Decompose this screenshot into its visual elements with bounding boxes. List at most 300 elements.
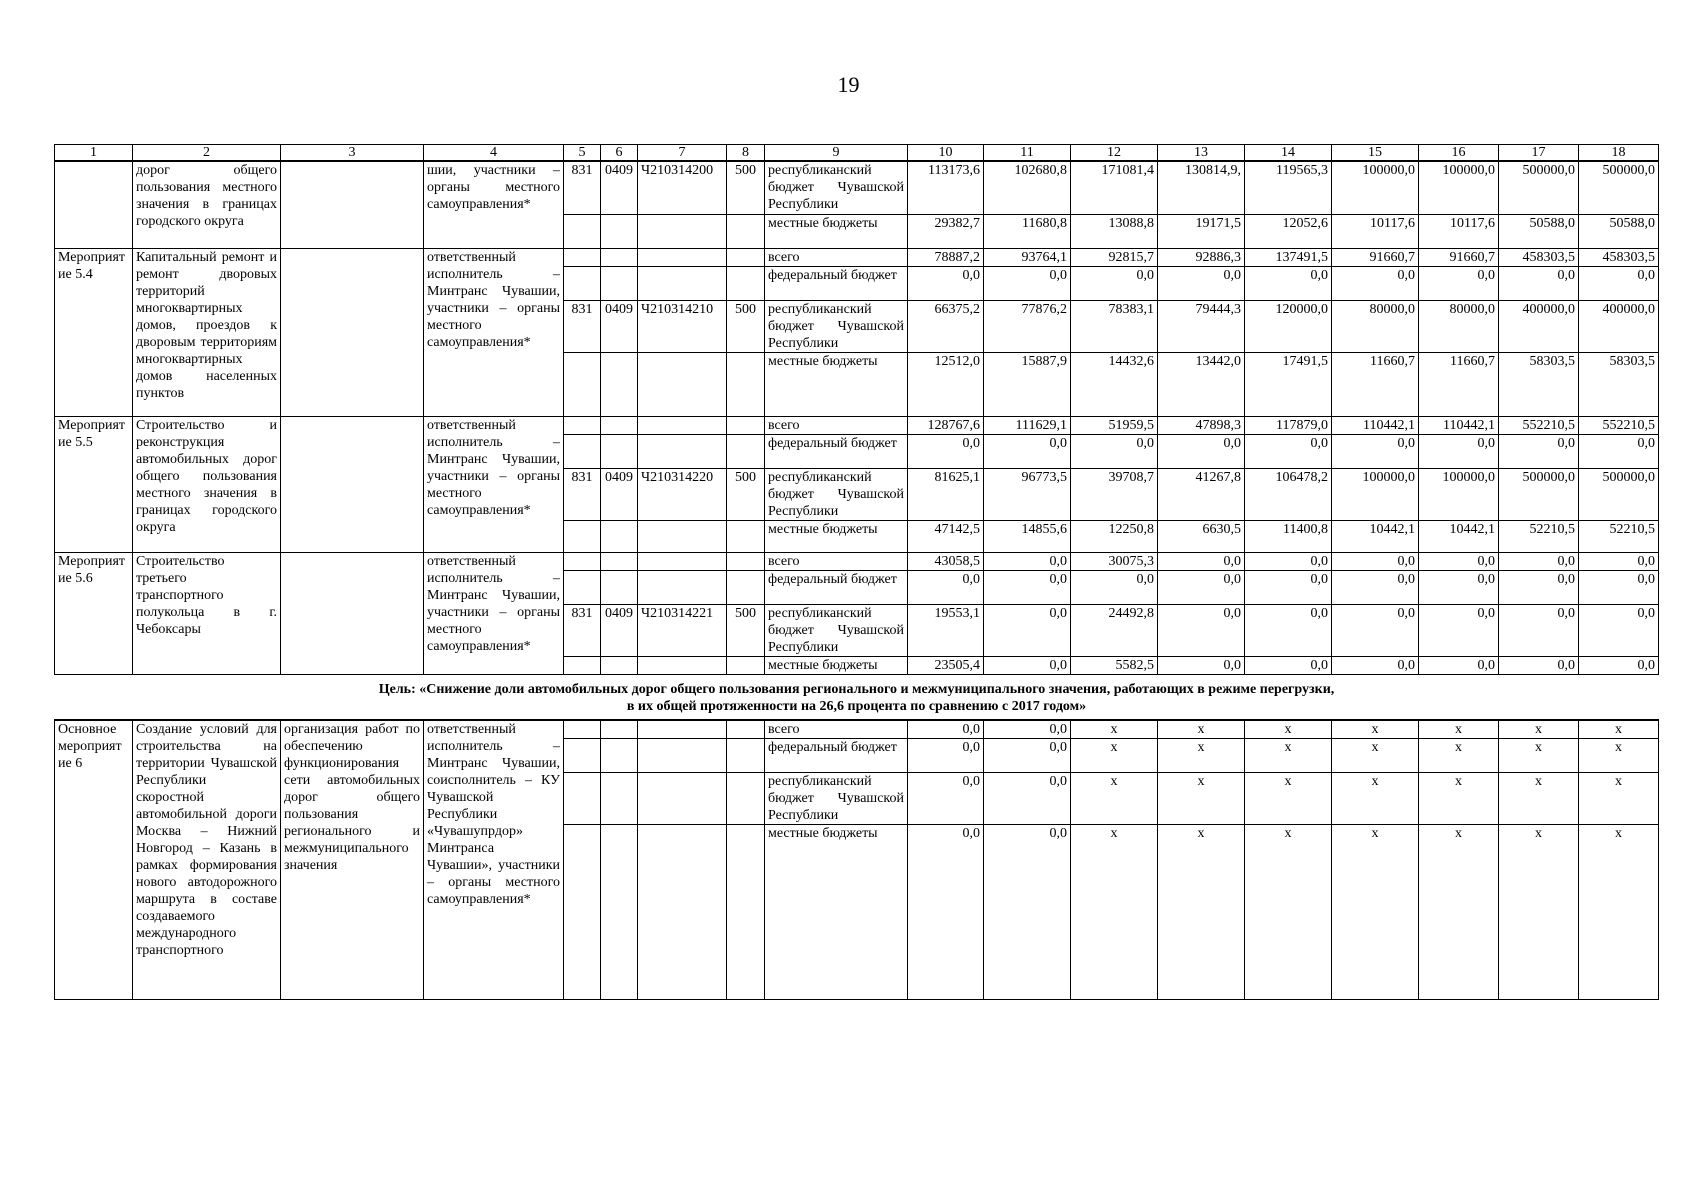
amount-cell: 0,0	[1419, 604, 1499, 656]
amount-cell: 11680,8	[984, 214, 1071, 248]
expense-type-empty	[727, 416, 765, 434]
amount-cell: 0,0	[1158, 570, 1245, 604]
amount-cell: 0,0	[984, 570, 1071, 604]
grbs-code-empty	[564, 656, 601, 674]
amount-cell: 100000,0	[1419, 468, 1499, 520]
column-number: 13	[1158, 145, 1245, 162]
expense-type-empty	[727, 352, 765, 416]
amount-cell: 14855,6	[984, 520, 1071, 552]
expense-type-empty	[727, 248, 765, 266]
amount-cell: 30075,3	[1071, 552, 1158, 570]
amount-cell: 0,0	[908, 738, 984, 772]
amount-cell: 0,0	[1579, 434, 1659, 468]
amount-cell: 106478,2	[1245, 468, 1332, 520]
amount-cell: 13088,8	[1071, 214, 1158, 248]
column-number: 2	[133, 145, 281, 162]
amount-cell: 81625,1	[908, 468, 984, 520]
amount-cell: 0,0	[1499, 434, 1579, 468]
amount-cell: 100000,0	[1332, 161, 1419, 214]
funding-source: федеральный бюджет	[765, 434, 908, 468]
grbs-code-empty	[564, 214, 601, 248]
amount-cell: 171081,4	[1071, 161, 1158, 214]
column-number: 15	[1332, 145, 1419, 162]
funding-source: всего	[765, 416, 908, 434]
expense-type-empty	[727, 552, 765, 570]
measure-description: дорог общего пользования местного значения в границах городского округа	[133, 161, 281, 248]
amount-cell: 11660,7	[1332, 352, 1419, 416]
amount-cell: х	[1158, 772, 1245, 824]
amount-cell: х	[1499, 720, 1579, 739]
amount-cell: 0,0	[1419, 552, 1499, 570]
funding-source: местные бюджеты	[765, 824, 908, 999]
table-row	[55, 552, 1659, 570]
responsible-executor: ответственный исполнитель – Минтранс Чувашии, соисполнитель – КУ Чувашской Республики «Чувашупрдор» Минтранса Чувашии», участники – органы местного самоуправления*	[424, 720, 564, 1000]
amount-cell: 50588,0	[1499, 214, 1579, 248]
goal-line-1: Цель: «Снижение доли автомобильных дорог общего пользования регионального и межмуниципального значения, работающих в режиме перегрузки,	[378, 681, 1335, 697]
amount-cell: 10442,1	[1419, 520, 1499, 552]
funding-source: местные бюджеты	[765, 520, 908, 552]
amount-cell: 0,0	[984, 720, 1071, 739]
target-article: Ч210314221	[638, 604, 727, 656]
amount-cell: 15887,9	[984, 352, 1071, 416]
measure-name	[55, 161, 133, 248]
amount-cell: 0,0	[1332, 570, 1419, 604]
funding-source: всего	[765, 720, 908, 739]
column-number: 18	[1579, 145, 1659, 162]
funding-source: республиканский бюджет Чувашской Республики	[765, 772, 908, 824]
amount-cell: 0,0	[1579, 266, 1659, 300]
amount-cell: 0,0	[984, 656, 1071, 674]
responsible-executor: шии, участники – органы местного самоуправления*	[424, 161, 564, 248]
amount-cell: 0,0	[1499, 656, 1579, 674]
column-number: 5	[564, 145, 601, 162]
amount-cell: 119565,3	[1245, 161, 1332, 214]
amount-cell: 91660,7	[1332, 248, 1419, 266]
section-code: 0409	[601, 300, 638, 352]
amount-cell: х	[1499, 824, 1579, 999]
expense-type-empty	[727, 656, 765, 674]
amount-cell: 500000,0	[1499, 468, 1579, 520]
grbs-code-empty	[564, 720, 601, 739]
amount-cell: 14432,6	[1071, 352, 1158, 416]
amount-cell: 0,0	[1158, 604, 1245, 656]
section-code: 0409	[601, 161, 638, 214]
amount-cell: 51959,5	[1071, 416, 1158, 434]
column-number: 12	[1071, 145, 1158, 162]
target-article-empty	[638, 352, 727, 416]
amount-cell: 0,0	[1499, 552, 1579, 570]
measure-name: Основное мероприятие 6	[55, 720, 133, 1000]
amount-cell: 117879,0	[1245, 416, 1332, 434]
section-code-empty	[601, 772, 638, 824]
amount-cell: 0,0	[1419, 656, 1499, 674]
amount-cell: 0,0	[1245, 604, 1332, 656]
amount-cell: 0,0	[984, 552, 1071, 570]
amount-cell: 0,0	[908, 824, 984, 999]
expense-type-empty	[727, 434, 765, 468]
funding-source: всего	[765, 552, 908, 570]
amount-cell: 17491,5	[1245, 352, 1332, 416]
responsible-executor: ответственный исполнитель – Минтранс Чувашии, участники – органы местного самоуправления*	[424, 248, 564, 416]
grbs-code-empty	[564, 520, 601, 552]
target-article-empty	[638, 772, 727, 824]
amount-cell: 5582,5	[1071, 656, 1158, 674]
target-article-empty	[638, 552, 727, 570]
amount-cell: 52210,5	[1499, 520, 1579, 552]
amount-cell: 0,0	[1071, 266, 1158, 300]
amount-cell: 0,0	[1158, 266, 1245, 300]
amount-cell: 552210,5	[1579, 416, 1659, 434]
expense-type: 500	[727, 604, 765, 656]
grbs-code: 831	[564, 161, 601, 214]
funding-source: местные бюджеты	[765, 656, 908, 674]
amount-cell: 23505,4	[908, 656, 984, 674]
amount-cell: 92886,3	[1158, 248, 1245, 266]
section-code-empty	[601, 214, 638, 248]
column-number: 16	[1419, 145, 1499, 162]
amount-cell: 0,0	[908, 266, 984, 300]
grbs-code-empty	[564, 570, 601, 604]
grbs-code-empty	[564, 248, 601, 266]
amount-cell: 0,0	[1332, 266, 1419, 300]
section-code: 0409	[601, 604, 638, 656]
amount-cell: 0,0	[984, 434, 1071, 468]
amount-cell: х	[1499, 738, 1579, 772]
goal-text	[55, 674, 1659, 720]
amount-cell: 0,0	[1332, 552, 1419, 570]
section-code-empty	[601, 552, 638, 570]
amount-cell: 10117,6	[1332, 214, 1419, 248]
table-row	[55, 720, 1659, 739]
amount-cell: х	[1158, 738, 1245, 772]
column-number: 1	[55, 145, 133, 162]
funding-source: местные бюджеты	[765, 214, 908, 248]
column-number: 10	[908, 145, 984, 162]
column-number: 7	[638, 145, 727, 162]
column-number: 8	[727, 145, 765, 162]
amount-cell: 50588,0	[1579, 214, 1659, 248]
amount-cell: 400000,0	[1579, 300, 1659, 352]
target-article: Ч210314220	[638, 468, 727, 520]
amount-cell: 0,0	[984, 738, 1071, 772]
amount-cell: х	[1245, 720, 1332, 739]
expense-type-empty	[727, 824, 765, 999]
amount-cell: 120000,0	[1245, 300, 1332, 352]
amount-cell: 0,0	[1499, 266, 1579, 300]
amount-cell: 0,0	[1499, 570, 1579, 604]
target-article-empty	[638, 520, 727, 552]
measure-description: Создание условий для строительства на территории Чувашской Республики скоростной автомобильной дороги Москва – Нижний Новгород – Казань в рамках формирования нового автодорожного маршрута в составе создаваемого международного транспортного	[133, 720, 281, 1000]
expense-type-empty	[727, 266, 765, 300]
grbs-code: 831	[564, 604, 601, 656]
amount-cell: 92815,7	[1071, 248, 1158, 266]
amount-cell: 47142,5	[908, 520, 984, 552]
expense-type: 500	[727, 300, 765, 352]
measure-name: Мероприятие 5.4	[55, 248, 133, 416]
amount-cell: х	[1332, 824, 1419, 999]
section-code-empty	[601, 248, 638, 266]
amount-cell: 0,0	[1579, 552, 1659, 570]
amount-cell: 0,0	[908, 720, 984, 739]
amount-cell: х	[1499, 772, 1579, 824]
responsible-executor: ответственный исполнитель – Минтранс Чувашии, участники – органы местного самоуправления*	[424, 552, 564, 674]
amount-cell: 10442,1	[1332, 520, 1419, 552]
responsible-executor: ответственный исполнитель – Минтранс Чувашии, участники – органы местного самоуправления*	[424, 416, 564, 552]
amount-cell: 113173,6	[908, 161, 984, 214]
funding-source: федеральный бюджет	[765, 266, 908, 300]
amount-cell: 0,0	[1158, 552, 1245, 570]
amount-cell: 0,0	[908, 570, 984, 604]
expense-type-empty	[727, 214, 765, 248]
amount-cell: х	[1579, 738, 1659, 772]
amount-cell: 0,0	[908, 434, 984, 468]
amount-cell: 0,0	[1332, 434, 1419, 468]
expense-type-empty	[727, 520, 765, 552]
amount-cell: х	[1245, 824, 1332, 999]
amount-cell: х	[1419, 824, 1499, 999]
amount-cell: 77876,2	[984, 300, 1071, 352]
amount-cell: 0,0	[1071, 570, 1158, 604]
amount-cell: х	[1071, 738, 1158, 772]
target-article-empty	[638, 434, 727, 468]
grbs-code-empty	[564, 824, 601, 999]
amount-cell: 78383,1	[1071, 300, 1158, 352]
measure-name: Мероприятие 5.6	[55, 552, 133, 674]
amount-cell: 110442,1	[1332, 416, 1419, 434]
amount-cell: х	[1419, 772, 1499, 824]
amount-cell: 0,0	[1245, 552, 1332, 570]
amount-cell: 400000,0	[1499, 300, 1579, 352]
target-article-empty	[638, 266, 727, 300]
amount-cell: 80000,0	[1332, 300, 1419, 352]
column-number: 11	[984, 145, 1071, 162]
section-code-empty	[601, 570, 638, 604]
section-code-empty	[601, 266, 638, 300]
amount-cell: 52210,5	[1579, 520, 1659, 552]
grbs-code-empty	[564, 434, 601, 468]
amount-cell: 78887,2	[908, 248, 984, 266]
amount-cell: х	[1419, 720, 1499, 739]
column-number: 14	[1245, 145, 1332, 162]
section-code-empty	[601, 738, 638, 772]
amount-cell: х	[1579, 720, 1659, 739]
amount-cell: 0,0	[1579, 570, 1659, 604]
section-code-empty	[601, 656, 638, 674]
amount-cell: 110442,1	[1419, 416, 1499, 434]
amount-cell: х	[1158, 824, 1245, 999]
amount-cell: 458303,5	[1579, 248, 1659, 266]
amount-cell: 96773,5	[984, 468, 1071, 520]
section-code: 0409	[601, 468, 638, 520]
funding-source: федеральный бюджет	[765, 570, 908, 604]
amount-cell: х	[1332, 738, 1419, 772]
column-number: 3	[281, 145, 424, 162]
table-row	[55, 416, 1659, 434]
amount-cell: 11660,7	[1419, 352, 1499, 416]
amount-cell: 0,0	[1071, 434, 1158, 468]
measure-description: Строительство третьего транспортного полукольца в г. Чебоксары	[133, 552, 281, 674]
measure-activity: организация работ по обеспечению функционирования сети автомобильных дорог общего пользования регионального и межмуниципального значения	[281, 720, 424, 1000]
amount-cell: 128767,6	[908, 416, 984, 434]
amount-cell: 66375,2	[908, 300, 984, 352]
amount-cell: 0,0	[984, 772, 1071, 824]
amount-cell: 552210,5	[1499, 416, 1579, 434]
amount-cell: 458303,5	[1499, 248, 1579, 266]
amount-cell: 0,0	[984, 604, 1071, 656]
amount-cell: 500000,0	[1579, 468, 1659, 520]
column-number: 6	[601, 145, 638, 162]
expense-type: 500	[727, 468, 765, 520]
grbs-code-empty	[564, 738, 601, 772]
amount-cell: 29382,7	[908, 214, 984, 248]
funding-source: республиканский бюджет Чувашской Республики	[765, 468, 908, 520]
amount-cell: 93764,1	[984, 248, 1071, 266]
target-article: Ч210314200	[638, 161, 727, 214]
measure-activity	[281, 552, 424, 674]
amount-cell: 19171,5	[1158, 214, 1245, 248]
section-code-empty	[601, 416, 638, 434]
funding-source: республиканский бюджет Чувашской Республики	[765, 300, 908, 352]
amount-cell: 0,0	[908, 772, 984, 824]
amount-cell: 500000,0	[1579, 161, 1659, 214]
amount-cell: 100000,0	[1419, 161, 1499, 214]
section-code-empty	[601, 352, 638, 416]
measure-activity	[281, 161, 424, 248]
expense-type-empty	[727, 720, 765, 739]
amount-cell: 100000,0	[1332, 468, 1419, 520]
section-code-empty	[601, 520, 638, 552]
amount-cell: 0,0	[1332, 656, 1419, 674]
column-number: 17	[1499, 145, 1579, 162]
amount-cell: 58303,5	[1499, 352, 1579, 416]
amount-cell: 0,0	[1245, 266, 1332, 300]
section-code-empty	[601, 824, 638, 999]
amount-cell: 130814,9,	[1158, 161, 1245, 214]
target-article-empty	[638, 824, 727, 999]
grbs-code: 831	[564, 468, 601, 520]
measure-activity	[281, 416, 424, 552]
amount-cell: х	[1332, 720, 1419, 739]
amount-cell: 102680,8	[984, 161, 1071, 214]
table-row	[55, 248, 1659, 266]
amount-cell: 11400,8	[1245, 520, 1332, 552]
amount-cell: 0,0	[1158, 656, 1245, 674]
target-article-empty	[638, 738, 727, 772]
amount-cell: х	[1419, 738, 1499, 772]
amount-cell: 0,0	[1579, 604, 1659, 656]
amount-cell: 39708,7	[1071, 468, 1158, 520]
amount-cell: 0,0	[1419, 570, 1499, 604]
expense-type-empty	[727, 570, 765, 604]
grbs-code: 831	[564, 300, 601, 352]
amount-cell: 0,0	[1419, 434, 1499, 468]
amount-cell: 0,0	[1245, 434, 1332, 468]
amount-cell: 0,0	[1499, 604, 1579, 656]
grbs-code-empty	[564, 552, 601, 570]
measure-name: Мероприятие 5.5	[55, 416, 133, 552]
column-number: 4	[424, 145, 564, 162]
column-number: 9	[765, 145, 908, 162]
amount-cell: 6630,5	[1158, 520, 1245, 552]
amount-cell: 0,0	[1245, 656, 1332, 674]
amount-cell: х	[1245, 738, 1332, 772]
amount-cell: 0,0	[1332, 604, 1419, 656]
amount-cell: 12250,8	[1071, 520, 1158, 552]
amount-cell: 58303,5	[1579, 352, 1659, 416]
funding-source: всего	[765, 248, 908, 266]
amount-cell: 12052,6	[1245, 214, 1332, 248]
amount-cell: 0,0	[1419, 266, 1499, 300]
amount-cell: 19553,1	[908, 604, 984, 656]
expense-type: 500	[727, 161, 765, 214]
funding-source: федеральный бюджет	[765, 738, 908, 772]
amount-cell: 80000,0	[1419, 300, 1499, 352]
target-article-empty	[638, 720, 727, 739]
page-number: 19	[837, 72, 860, 97]
amount-cell: х	[1245, 772, 1332, 824]
target-article-empty	[638, 656, 727, 674]
expense-type-empty	[727, 772, 765, 824]
amount-cell: 111629,1	[984, 416, 1071, 434]
amount-cell: 0,0	[1579, 656, 1659, 674]
table-row	[55, 161, 1659, 214]
target-article-empty	[638, 214, 727, 248]
target-article-empty	[638, 570, 727, 604]
amount-cell: 10117,6	[1419, 214, 1499, 248]
grbs-code-empty	[564, 772, 601, 824]
amount-cell: х	[1158, 720, 1245, 739]
goal-row	[55, 674, 1659, 720]
expense-type-empty	[727, 738, 765, 772]
goal-line-2: в их общей протяженности на 26,6 процента по сравнению с 2017 годом»	[626, 698, 1087, 714]
funding-source: республиканский бюджет Чувашской Республики	[765, 161, 908, 214]
amount-cell: х	[1332, 772, 1419, 824]
amount-cell: х	[1579, 824, 1659, 999]
amount-cell: х	[1071, 824, 1158, 999]
grbs-code-empty	[564, 266, 601, 300]
amount-cell: 24492,8	[1071, 604, 1158, 656]
amount-cell: х	[1579, 772, 1659, 824]
amount-cell: 13442,0	[1158, 352, 1245, 416]
budget-table	[54, 144, 1659, 1000]
measure-description: Строительство и реконструкция автомобильных дорог общего пользования местного значения в границах городского округа	[133, 416, 281, 552]
amount-cell: 0,0	[1158, 434, 1245, 468]
amount-cell: 12512,0	[908, 352, 984, 416]
amount-cell: 41267,8	[1158, 468, 1245, 520]
amount-cell: х	[1071, 772, 1158, 824]
amount-cell: 79444,3	[1158, 300, 1245, 352]
amount-cell: 137491,5	[1245, 248, 1332, 266]
grbs-code-empty	[564, 352, 601, 416]
target-article-empty	[638, 248, 727, 266]
amount-cell: 47898,3	[1158, 416, 1245, 434]
amount-cell: 43058,5	[908, 552, 984, 570]
measure-description: Капитальный ремонт и ремонт дворовых территорий многоквартирных домов, проездов к дворовым территориям многоквартирных домов населенных пунктов	[133, 248, 281, 416]
amount-cell: 0,0	[984, 266, 1071, 300]
funding-source: местные бюджеты	[765, 352, 908, 416]
amount-cell: х	[1071, 720, 1158, 739]
target-article: Ч210314210	[638, 300, 727, 352]
amount-cell: 0,0	[1245, 570, 1332, 604]
funding-source: республиканский бюджет Чувашской Республики	[765, 604, 908, 656]
amount-cell: 500000,0	[1499, 161, 1579, 214]
section-code-empty	[601, 434, 638, 468]
measure-activity	[281, 248, 424, 416]
column-number-header	[55, 145, 1659, 162]
amount-cell: 0,0	[984, 824, 1071, 999]
amount-cell: 91660,7	[1419, 248, 1499, 266]
section-code-empty	[601, 720, 638, 739]
